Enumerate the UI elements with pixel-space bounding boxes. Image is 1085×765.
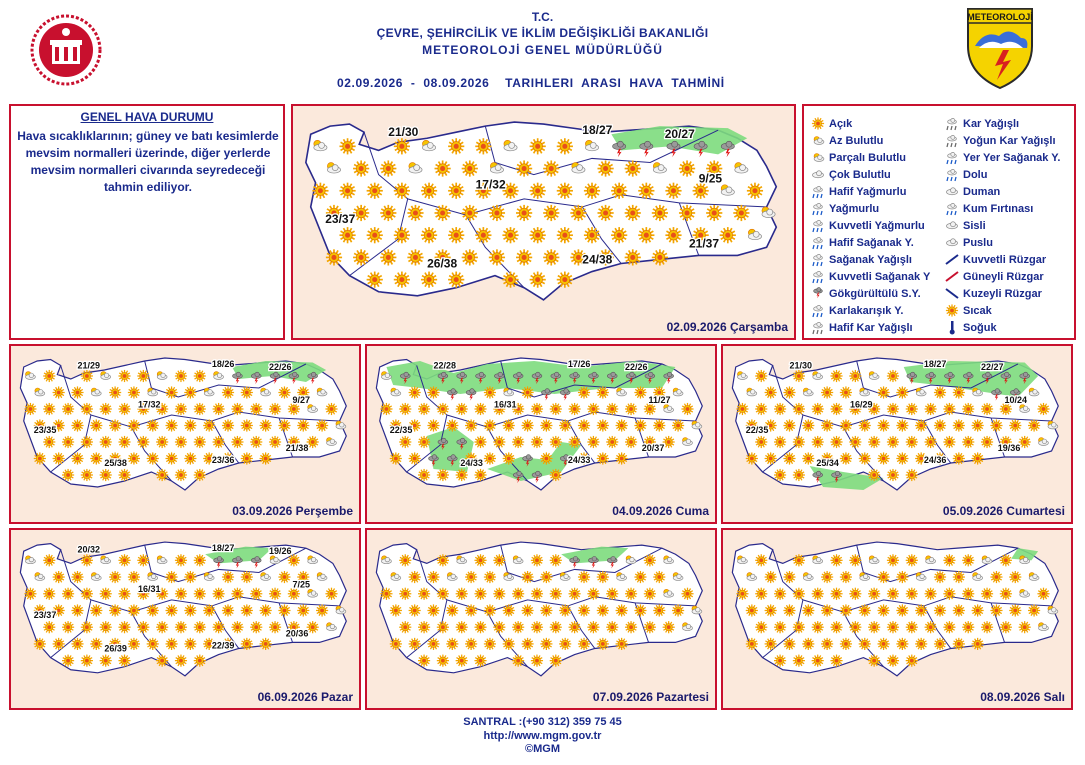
thunderstorm-icon bbox=[814, 288, 823, 299]
footer-phone: SANTRAL :(+90 312) 359 75 45 bbox=[463, 716, 622, 728]
legend-item bbox=[810, 302, 930, 319]
forecast-map-day3 bbox=[365, 344, 717, 524]
legend-label: Sisli bbox=[963, 219, 986, 232]
cloudy-icon bbox=[947, 188, 958, 195]
legend-item bbox=[810, 234, 930, 251]
legend-item bbox=[810, 268, 930, 285]
legend-label: Az Bulutlu bbox=[829, 134, 884, 147]
temperature-label: 25/34 bbox=[816, 458, 839, 468]
legend-column-1 bbox=[810, 115, 930, 336]
cloudy-icon bbox=[948, 118, 957, 124]
temperature-label: 16/31 bbox=[137, 584, 161, 595]
haze-icon bbox=[944, 235, 960, 250]
heavy-snow-icon bbox=[944, 133, 960, 148]
temperature-label: 23/37 bbox=[325, 212, 356, 227]
legend-item bbox=[944, 132, 1060, 149]
header-ministry: ÇEVRE, ŞEHİRCİLİK VE İKLİM DEĞİŞİKLİĞİ BAKANLIĞI bbox=[376, 26, 709, 40]
map-date-label: 02.09.2026 Çarşamba bbox=[666, 320, 788, 334]
temperature-label: 23/36 bbox=[211, 455, 235, 465]
legend-label: Hafif Sağanak Y. bbox=[829, 236, 914, 249]
legend-label: Dolu bbox=[963, 168, 988, 181]
temperature-label: 19/36 bbox=[997, 443, 1021, 453]
legend-label: Parçalı Bulutlu bbox=[829, 151, 907, 164]
mostly-sunny-icon bbox=[810, 133, 826, 148]
legend-label: Hafif Yağmurlu bbox=[829, 185, 907, 198]
legend-item bbox=[944, 166, 1060, 183]
heavy-rain-icon bbox=[810, 218, 826, 233]
temperature-label: 16/31 bbox=[493, 399, 517, 410]
legend-item bbox=[944, 183, 1060, 200]
legend-item bbox=[944, 268, 1060, 285]
footer-url[interactable]: http://www.mgm.gov.tr bbox=[483, 730, 602, 742]
temperature-label: 21/30 bbox=[789, 360, 813, 371]
cloudy-icon bbox=[814, 203, 823, 209]
legend-item bbox=[944, 251, 1060, 268]
forecast-map-day4 bbox=[721, 344, 1073, 524]
footer-copyright: ©MGM bbox=[525, 743, 560, 755]
legend-item bbox=[944, 200, 1060, 217]
thunderstorm-icon bbox=[810, 286, 826, 301]
map-date-label: 05.09.2026 Cumartesi bbox=[942, 504, 1065, 518]
temperature-label: 16/29 bbox=[849, 399, 873, 410]
cloudy-icon bbox=[813, 171, 824, 178]
cloudy-icon bbox=[947, 239, 958, 246]
map-date-label: 03.09.2026 Perşembe bbox=[232, 504, 353, 518]
temperature-label: 24/33 bbox=[567, 455, 591, 465]
rain-icon bbox=[810, 201, 826, 216]
temperature-label: 18/27 bbox=[582, 123, 613, 138]
light-shower-icon bbox=[810, 235, 826, 250]
sun-icon bbox=[812, 117, 824, 129]
legend-label: Duman bbox=[963, 185, 1001, 198]
temperature-label: 25/38 bbox=[104, 458, 127, 468]
sleet-icon bbox=[810, 303, 826, 318]
map-date-label: 04.09.2026 Cuma bbox=[612, 504, 709, 518]
temperature-label: 17/32 bbox=[475, 177, 506, 192]
sun-icon bbox=[946, 304, 958, 316]
header-directorate: METEOROLOJİ GENEL MÜDÜRLÜĞÜ bbox=[422, 43, 663, 57]
temperature-label: 21/29 bbox=[77, 360, 101, 371]
strong-wind-icon bbox=[944, 252, 960, 267]
cloudy-icon bbox=[948, 135, 957, 141]
header-tc: T.C. bbox=[531, 10, 554, 24]
temperature-label: 18/27 bbox=[211, 543, 235, 554]
temperature-label: 26/38 bbox=[427, 256, 458, 271]
legend-label: Kum Fırtınası bbox=[963, 202, 1034, 215]
cloudy-icon bbox=[814, 220, 823, 226]
legend-item bbox=[810, 285, 930, 302]
forecast-map-day5 bbox=[9, 528, 361, 710]
temperature-label: 23/35 bbox=[33, 425, 57, 435]
temperature-label: 11/27 bbox=[648, 395, 671, 405]
forecast-map-day6 bbox=[365, 528, 717, 710]
meteoroloji-logo bbox=[965, 6, 1035, 90]
temperature-label: 22/35 bbox=[745, 425, 769, 435]
legend-item bbox=[810, 115, 930, 132]
north-wind-icon bbox=[944, 286, 960, 301]
turkey-map bbox=[293, 106, 794, 338]
temperature-label: 22/28 bbox=[433, 360, 457, 371]
heavy-shower-icon bbox=[810, 269, 826, 284]
legend-item bbox=[944, 302, 1060, 319]
sunny-icon bbox=[810, 116, 826, 131]
temperature-label: 22/26 bbox=[625, 362, 648, 372]
legend-item bbox=[810, 319, 930, 336]
temperature-label: 7/25 bbox=[292, 579, 311, 590]
legend-item bbox=[810, 132, 930, 149]
legend-label: Gökgürültülü S.Y. bbox=[829, 287, 921, 300]
cloudy-icon bbox=[814, 254, 823, 260]
turkey-map bbox=[367, 530, 715, 708]
legend-label: Yer Yer Sağanak Y. bbox=[963, 151, 1061, 164]
legend-item bbox=[810, 200, 930, 217]
temperature-label: 21/30 bbox=[388, 125, 419, 140]
cloudy-icon bbox=[814, 186, 823, 192]
cold-icon bbox=[944, 320, 960, 335]
cloudy-icon bbox=[948, 203, 957, 209]
sandstorm-icon bbox=[944, 201, 960, 216]
legend-item bbox=[944, 149, 1060, 166]
map-date-label: 08.09.2026 Salı bbox=[980, 690, 1065, 704]
svg-text:METEOROLOJİ: METEOROLOJİ bbox=[967, 12, 1033, 22]
legend-label: Kuvvetli Yağmurlu bbox=[829, 219, 925, 232]
cloudy-icon bbox=[814, 237, 823, 243]
partly-cloudy-icon bbox=[814, 154, 824, 162]
temperature-label: 22/27 bbox=[981, 362, 1004, 372]
smoke-icon bbox=[944, 184, 960, 199]
legend-item bbox=[944, 319, 1060, 336]
legend-label: Soğuk bbox=[963, 321, 997, 334]
cloudy-icon bbox=[948, 169, 957, 175]
general-weather-title: GENEL HAVA DURUMU bbox=[80, 110, 214, 124]
legend-item bbox=[810, 251, 930, 268]
temperature-label: 24/38 bbox=[582, 252, 613, 267]
temperature-label: 20/37 bbox=[641, 443, 665, 453]
legend-item bbox=[944, 217, 1060, 234]
legend-label: Kuzeyli Rüzgar bbox=[963, 287, 1042, 300]
cloudy-icon bbox=[947, 222, 958, 229]
light-snow-icon bbox=[810, 320, 826, 335]
turkey-map bbox=[367, 346, 715, 522]
weather-legend bbox=[802, 104, 1076, 340]
legend-item bbox=[810, 183, 930, 200]
temperature-label: 20/36 bbox=[285, 628, 309, 639]
forecast-map-day2 bbox=[9, 344, 361, 524]
legend-column-2 bbox=[944, 115, 1060, 336]
legend-label: Sağanak Yağışlı bbox=[829, 253, 912, 266]
temperature-label: 20/32 bbox=[77, 544, 101, 555]
turkey-map bbox=[723, 346, 1071, 522]
partly-cloudy-icon bbox=[810, 150, 826, 165]
temperature-label: 22/35 bbox=[389, 425, 413, 435]
general-weather-panel bbox=[9, 104, 285, 340]
turkey-map bbox=[723, 530, 1071, 708]
hail-icon bbox=[944, 167, 960, 182]
turkey-map bbox=[11, 346, 359, 522]
legend-label: Kar Yağışlı bbox=[963, 117, 1020, 130]
turkey-map bbox=[11, 530, 359, 708]
temperature-label: 21/37 bbox=[689, 236, 720, 251]
hot-icon bbox=[944, 303, 960, 318]
legend-label: Puslu bbox=[963, 236, 993, 249]
shower-icon bbox=[810, 252, 826, 267]
temperature-label: 17/26 bbox=[567, 359, 591, 369]
forecast-map-day7 bbox=[721, 528, 1073, 710]
legend-item bbox=[810, 149, 930, 166]
snow-icon bbox=[944, 116, 960, 131]
legend-item bbox=[810, 217, 930, 234]
fog-icon bbox=[944, 218, 960, 233]
temperature-label: 22/39 bbox=[211, 640, 235, 651]
legend-item bbox=[944, 285, 1060, 302]
partly-cloudy-icon bbox=[814, 137, 824, 145]
legend-label: Sıcak bbox=[963, 304, 992, 317]
temperature-label: 18/27 bbox=[923, 359, 947, 369]
legend-label: Kuvvetli Sağanak Y bbox=[829, 270, 931, 283]
legend-label: Güneyli Rüzgar bbox=[963, 270, 1044, 283]
general-weather-text: Hava sıcaklıklarının; güney ve batı kesimlerde mevsim normalleri üzerinde, diğer yerlerde mevsim normalleri civarında seyredeceği tahmin ediliyor. bbox=[17, 129, 279, 194]
cloudy-icon bbox=[810, 167, 826, 182]
legend-label: Çok Bulutlu bbox=[829, 168, 891, 181]
temperature-label: 23/37 bbox=[33, 610, 57, 621]
temperature-label: 17/32 bbox=[137, 399, 161, 410]
temperature-label: 20/27 bbox=[664, 127, 695, 142]
temperature-label: 9/27 bbox=[292, 395, 311, 405]
map-date-label: 06.09.2026 Pazar bbox=[257, 690, 353, 704]
temperature-label: 26/39 bbox=[104, 643, 127, 654]
temperature-label: 24/33 bbox=[460, 458, 483, 468]
cloudy-icon bbox=[948, 152, 957, 158]
forecast-map-day1 bbox=[291, 104, 796, 340]
cloudy-icon bbox=[814, 322, 823, 328]
cloudy-icon bbox=[814, 271, 823, 277]
temperature-label: 24/36 bbox=[923, 455, 947, 465]
temperature-label: 22/26 bbox=[269, 362, 292, 372]
temperature-label: 9/25 bbox=[698, 171, 723, 186]
temperature-label: 10/24 bbox=[1004, 395, 1028, 405]
legend-label: Kuvvetli Rüzgar bbox=[963, 253, 1047, 266]
temperature-label: 21/38 bbox=[285, 443, 309, 453]
map-date-label: 07.09.2026 Pazartesi bbox=[592, 690, 709, 704]
forecast-date-range: 02.09.2026 - 08.09.2026 TARIHLERI ARASI HAVA TAHMİNİ bbox=[337, 76, 725, 90]
legend-label: Hafif Kar Yağışlı bbox=[829, 321, 913, 334]
legend-item bbox=[944, 115, 1060, 132]
legend-label: Yoğun Kar Yağışlı bbox=[963, 134, 1056, 147]
legend-item bbox=[944, 234, 1060, 251]
light-rain-icon bbox=[810, 184, 826, 199]
legend-item bbox=[810, 166, 930, 183]
legend-label: Açık bbox=[829, 117, 853, 130]
temperature-label: 18/26 bbox=[211, 359, 235, 369]
temperature-label: 19/26 bbox=[269, 546, 292, 557]
legend-label: Yağmurlu bbox=[829, 202, 880, 215]
legend-label: Karlakarışık Y. bbox=[829, 304, 904, 317]
south-wind-icon bbox=[944, 269, 960, 284]
scattered-shower-icon bbox=[944, 150, 960, 165]
cloudy-icon bbox=[814, 305, 823, 311]
